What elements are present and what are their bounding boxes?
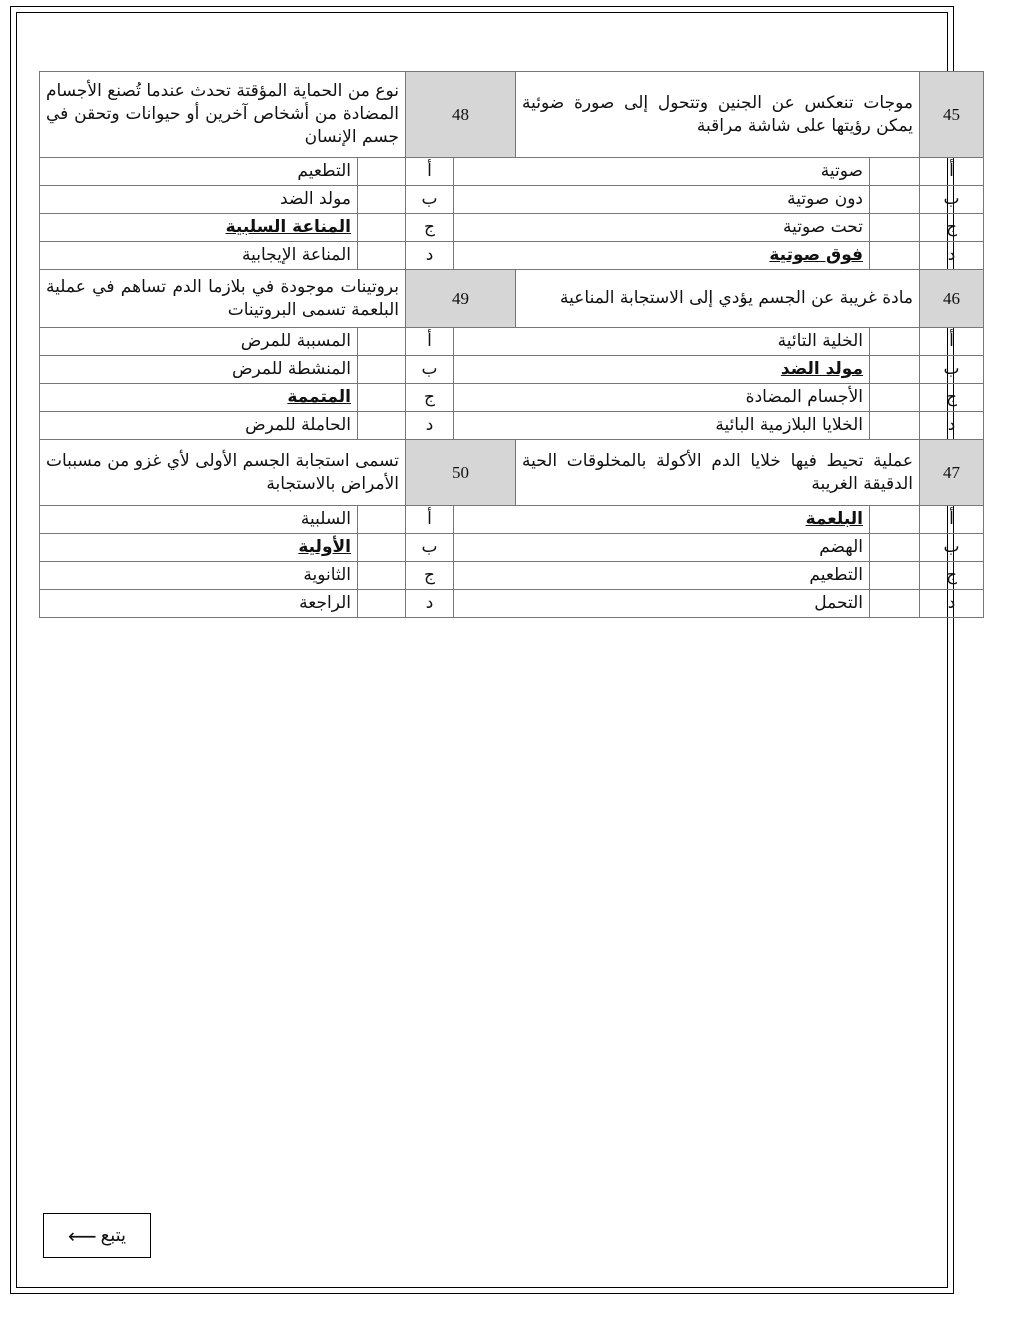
answer-box[interactable] <box>358 328 406 356</box>
answer-box[interactable] <box>358 534 406 562</box>
option-text-correct: فوق صوتية <box>454 242 870 270</box>
option-letter: أ <box>920 328 984 356</box>
option-text: المسببة للمرض <box>40 328 358 356</box>
option-text: الراجعة <box>40 590 358 618</box>
answer-box[interactable] <box>870 384 920 412</box>
answer-box[interactable] <box>358 356 406 384</box>
option-row <box>40 384 984 412</box>
option-text: السلبية <box>40 506 358 534</box>
question-text: بروتينات موجودة في بلازما الدم تساهم في عملية البلعمة تسمى البروتينات <box>40 270 406 328</box>
option-letter: د <box>920 412 984 440</box>
option-text: مولد الضد <box>40 186 358 214</box>
option-letter: أ <box>406 506 454 534</box>
answer-box[interactable] <box>358 214 406 242</box>
answer-box[interactable] <box>358 384 406 412</box>
option-row <box>40 158 984 186</box>
option-text: المناعة الإيجابية <box>40 242 358 270</box>
option-row <box>40 328 984 356</box>
option-text: الهضم <box>454 534 870 562</box>
question-number: 45 <box>920 72 984 158</box>
answer-box[interactable] <box>870 590 920 618</box>
option-text-correct: الأولية <box>40 534 358 562</box>
option-letter: د <box>406 590 454 618</box>
answer-box[interactable] <box>358 242 406 270</box>
option-letter: ج <box>920 562 984 590</box>
question-number: 46 <box>920 270 984 328</box>
option-letter: ب <box>920 186 984 214</box>
option-row <box>40 534 984 562</box>
question-text: موجات تنعكس عن الجنين وتتحول إلى صورة ضوئية يمكن رؤيتها على شاشة مراقبة <box>516 72 920 158</box>
answer-box[interactable] <box>870 158 920 186</box>
answer-box[interactable] <box>870 534 920 562</box>
option-letter: ب <box>406 356 454 384</box>
answer-box[interactable] <box>358 562 406 590</box>
option-row <box>40 506 984 534</box>
option-text-correct: المتممة <box>40 384 358 412</box>
option-row <box>40 562 984 590</box>
option-text: تحت صوتية <box>454 214 870 242</box>
option-letter: أ <box>406 158 454 186</box>
answer-box[interactable] <box>870 506 920 534</box>
question-text: نوع من الحماية المؤقتة تحدث عندما تُصنع الأجسام المضادة من أشخاص آخرين أو حيوانات وتحقن في جسم الإنسان <box>40 72 406 158</box>
question-number: 48 <box>406 72 516 158</box>
option-text: الخلايا البلازمية البائية <box>454 412 870 440</box>
option-letter: أ <box>920 506 984 534</box>
option-row <box>40 214 984 242</box>
option-letter: د <box>920 590 984 618</box>
option-row <box>40 356 984 384</box>
option-text: الخلية التائية <box>454 328 870 356</box>
option-letter: ب <box>920 356 984 384</box>
answer-box[interactable] <box>358 506 406 534</box>
answer-box[interactable] <box>358 412 406 440</box>
option-row <box>40 242 984 270</box>
option-text: التطعيم <box>454 562 870 590</box>
question-row <box>40 270 984 328</box>
answer-box[interactable] <box>870 356 920 384</box>
option-text-correct: مولد الضد <box>454 356 870 384</box>
option-letter: ب <box>920 534 984 562</box>
question-text: مادة غريبة عن الجسم يؤدي إلى الاستجابة المناعية <box>516 270 920 328</box>
option-text: التطعيم <box>40 158 358 186</box>
answer-box[interactable] <box>870 562 920 590</box>
option-letter: ج <box>406 214 454 242</box>
option-letter: د <box>920 242 984 270</box>
answer-box[interactable] <box>358 158 406 186</box>
question-row <box>40 72 984 158</box>
option-row <box>40 412 984 440</box>
option-letter: ب <box>406 186 454 214</box>
option-letter: ج <box>920 214 984 242</box>
answer-box[interactable] <box>870 328 920 356</box>
option-text: دون صوتية <box>454 186 870 214</box>
continue-label: يتبع <box>100 1225 127 1246</box>
answer-box[interactable] <box>870 214 920 242</box>
question-number: 49 <box>406 270 516 328</box>
option-letter: أ <box>920 158 984 186</box>
question-text: عملية تحيط فيها خلايا الدم الأكولة بالمخلوقات الحية الدقيقة الغريبة <box>516 440 920 506</box>
continue-button[interactable] <box>43 1213 151 1258</box>
answer-box[interactable] <box>358 590 406 618</box>
question-number: 50 <box>406 440 516 506</box>
question-number: 47 <box>920 440 984 506</box>
option-letter: ج <box>406 384 454 412</box>
option-row <box>40 186 984 214</box>
option-text: الحاملة للمرض <box>40 412 358 440</box>
question-text: تسمى استجابة الجسم الأولى لأي غزو من مسببات الأمراض بالاستجابة <box>40 440 406 506</box>
question-row <box>40 440 984 506</box>
questions-table <box>39 71 984 618</box>
option-row <box>40 590 984 618</box>
option-letter: ج <box>920 384 984 412</box>
option-letter: ب <box>406 534 454 562</box>
option-letter: ج <box>406 562 454 590</box>
option-letter: د <box>406 412 454 440</box>
option-letter: د <box>406 242 454 270</box>
arrow-left-icon: ⟵ <box>67 1223 97 1248</box>
option-text-correct: البلعمة <box>454 506 870 534</box>
answer-box[interactable] <box>870 186 920 214</box>
answer-box[interactable] <box>358 186 406 214</box>
option-text: صوتية <box>454 158 870 186</box>
option-text: المنشطة للمرض <box>40 356 358 384</box>
answer-box[interactable] <box>870 412 920 440</box>
option-text: الثانوية <box>40 562 358 590</box>
option-text: الأجسام المضادة <box>454 384 870 412</box>
option-letter: أ <box>406 328 454 356</box>
answer-box[interactable] <box>870 242 920 270</box>
option-text: التحمل <box>454 590 870 618</box>
option-text-correct: المناعة السلبية <box>40 214 358 242</box>
